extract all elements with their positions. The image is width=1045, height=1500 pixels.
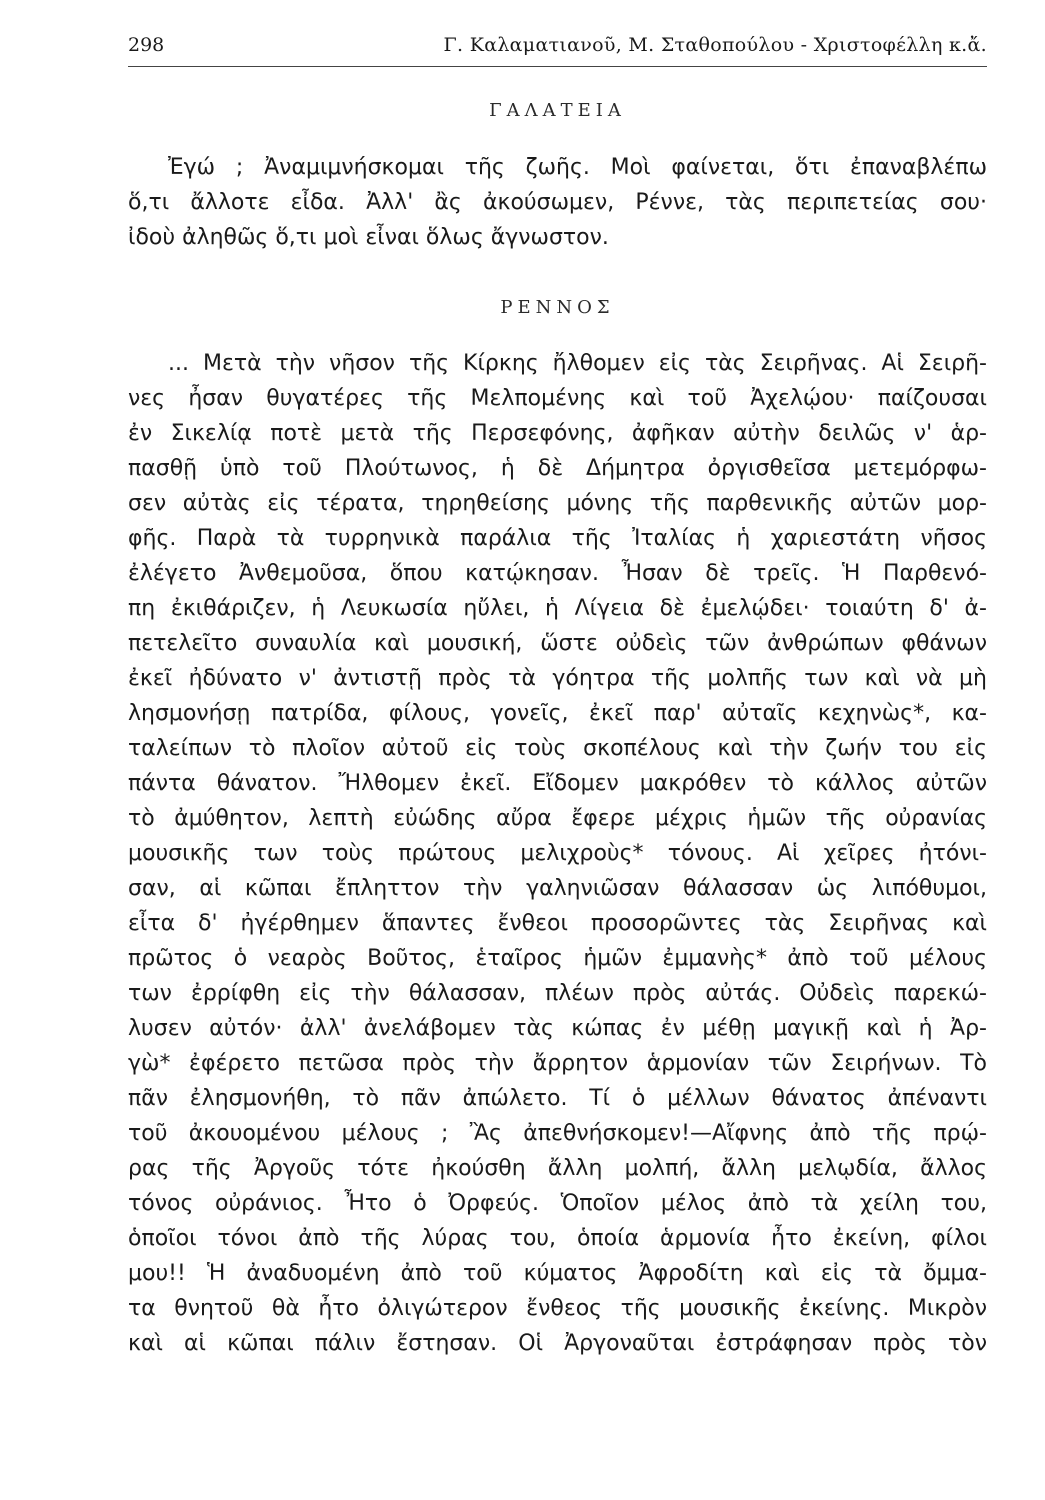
text-line: ... Μετὰ τὴν νῆσον τῆς Κίρκης ἤλθομεν εἰς τὰς Σειρῆνας. Αἱ Σειρῆ-: [168, 351, 987, 376]
text-line: λυσεν αὐτόν· ἀλλ' ἀνελάβομεν τὰς κώπας ἐν μέθῃ μαγικῇ καὶ ἡ Ἀρ-: [128, 1016, 987, 1041]
text-line: μου!! Ἡ ἀναδυομένη ἀπὸ τοῦ κύματος Ἀφροδίτη καὶ εἰς τὰ ὄμμα-: [128, 1261, 987, 1286]
text-line: σαν, αἱ κῶπαι ἔπληττον τὴν γαληνιῶσαν θάλασσαν ὡς λιπόθυμοι,: [128, 876, 987, 901]
text-line: φῆς. Παρὰ τὰ τυρρηνικὰ παράλια τῆς Ἰταλίας ἡ χαριεστάτη νῆσος: [128, 526, 987, 551]
page-header: [128, 30, 987, 64]
text-line: ὁποῖοι τόνοι ἀπὸ τῆς λύρας του, ὁποία ἁρμονία ἦτο ἐκείνη, φίλοι: [128, 1226, 987, 1251]
text-line: των ἐρρίφθη εἰς τὴν θάλασσαν, πλέων πρὸς αὐτάς. Οὐδεὶς παρεκώ-: [128, 981, 987, 1006]
text-line: Ἐγώ ; Ἀναμιμνήσκομαι τῆς ζωῆς. Μοὶ φαίνεται, ὅτι ἐπαναβλέπω: [168, 155, 987, 180]
text-line: λησμονήσῃ πατρίδα, φίλους, γονεῖς, ἐκεῖ παρ' αὐταῖς κεχηνὼς*, κα-: [128, 701, 987, 726]
text-line: εἶτα δ' ἠγέρθημεν ἅπαντες ἔνθεοι προσορῶντες τὰς Σειρῆνας καὶ: [128, 911, 987, 936]
text-line: τοῦ ἀκουομένου μέλους ; Ἂς ἀπεθνήσκομεν!—Αἴφνης ἀπὸ τῆς πρῴ-: [128, 1121, 987, 1146]
text-line: τὸ ἀμύθητον, λεπτὴ εὐώδης αὔρα ἔφερε μέχρις ἡμῶν τῆς οὐρανίας: [128, 806, 987, 831]
text-line: γὼ* ἐφέρετο πετῶσα πρὸς τὴν ἄρρητον ἁρμονίαν τῶν Σειρήνων. Τὸ: [128, 1051, 987, 1076]
text-line: ρας τῆς Ἀργοῦς τότε ἠκούσθη ἄλλη μολπή, ἄλλη μελῳδία, ἄλλος: [128, 1156, 987, 1181]
running-head: Γ. Καλαματιανοῦ, Μ. Σταθοπούλου - Χριστοφέλλη κ.ἄ.: [443, 34, 987, 56]
text-line: πη ἐκιθάριζεν, ἡ Λευκωσία ηὔλει, ἡ Λίγεια δὲ ἐμελῴδει· τοιαύτη δ' ἀ-: [128, 596, 987, 621]
page-number: 298: [128, 34, 165, 56]
text-line: ταλείπων τὸ πλοῖον αὐτοῦ εἰς τοὺς σκοπέλους καὶ τὴν ζωήν του εἰς: [128, 736, 987, 761]
text-line: ἐκεῖ ἠδύνατο ν' ἀντιστῇ πρὸς τὰ γόητρα τῆς μολπῆς των καὶ νὰ μὴ: [128, 666, 987, 691]
rennos-paragraph: [128, 346, 987, 1361]
text-line: πασθῇ ὑπὸ τοῦ Πλούτωνος, ἡ δὲ Δήμητρα ὀργισθεῖσα μετεμόρφω-: [128, 456, 987, 481]
text-line: νες ἦσαν θυγατέρες τῆς Μελπομένης καὶ τοῦ Ἀχελῴου· παίζουσαι: [128, 386, 987, 411]
text-line: ἐν Σικελίᾳ ποτὲ μετὰ τῆς Περσεφόνης, ἀφῆκαν αὐτὴν δειλῶς ν' ἁρ-: [128, 421, 987, 446]
text-line: μουσικῆς των τοὺς πρώτους μελιχροὺς* τόνους. Αἱ χεῖρες ἠτόνι-: [128, 841, 987, 866]
text-line: σεν αὐτὰς εἰς τέρατα, τηρηθείσης μόνης τῆς παρθενικῆς αὐτῶν μορ-: [128, 491, 987, 516]
header-rule: [128, 66, 987, 67]
speaker-heading-rennos: ΡΕΝΝΟΣ: [500, 297, 615, 318]
text-line: πρῶτος ὁ νεαρὸς Βοῦτος, ἑταῖρος ἡμῶν ἐμμανὴς* ἀπὸ τοῦ μέλους: [128, 946, 987, 971]
text-line: καὶ αἱ κῶπαι πάλιν ἔστησαν. Οἱ Ἀργοναῦται ἐστράφησαν πρὸς τὸν: [128, 1331, 987, 1356]
speaker-heading-galateia: ΓΑΛΑΤΕΙΑ: [489, 100, 626, 121]
text-line: ἰδοὺ ἀληθῶς ὅ,τι μοὶ εἶναι ὅλως ἄγνωστον.: [128, 225, 609, 250]
text-line: τα θνητοῦ θὰ ἦτο ὀλιγώτερον ἔνθεος τῆς μουσικῆς ἐκείνης. Μικρὸν: [128, 1296, 987, 1321]
text-line: ἐλέγετο Ἀνθεμοῦσα, ὅπου κατῴκησαν. Ἦσαν δὲ τρεῖς. Ἡ Παρθενό-: [128, 561, 987, 586]
text-line: ὅ,τι ἄλλοτε εἶδα. Ἀλλ' ἂς ἀκούσωμεν, Ρέννε, τὰς περιπετείας σου·: [128, 190, 987, 215]
text-line: πετελεῖτο συναυλία καὶ μουσική, ὥστε οὐδεὶς τῶν ἀνθρώπων φθάνων: [128, 631, 987, 656]
text-line: πάντα θάνατον. Ἤλθομεν ἐκεῖ. Εἴδομεν μακρόθεν τὸ κάλλος αὐτῶν: [128, 771, 987, 796]
galateia-paragraph: [128, 150, 987, 255]
text-line: πᾶν ἐλησμονήθη, τὸ πᾶν ἀπώλετο. Τί ὁ μέλλων θάνατος ἀπέναντι: [128, 1086, 987, 1111]
text-line: τόνος οὐράνιος. Ἦτο ὁ Ὀρφεύς. Ὁποῖον μέλος ἀπὸ τὰ χείλη του,: [128, 1191, 987, 1216]
